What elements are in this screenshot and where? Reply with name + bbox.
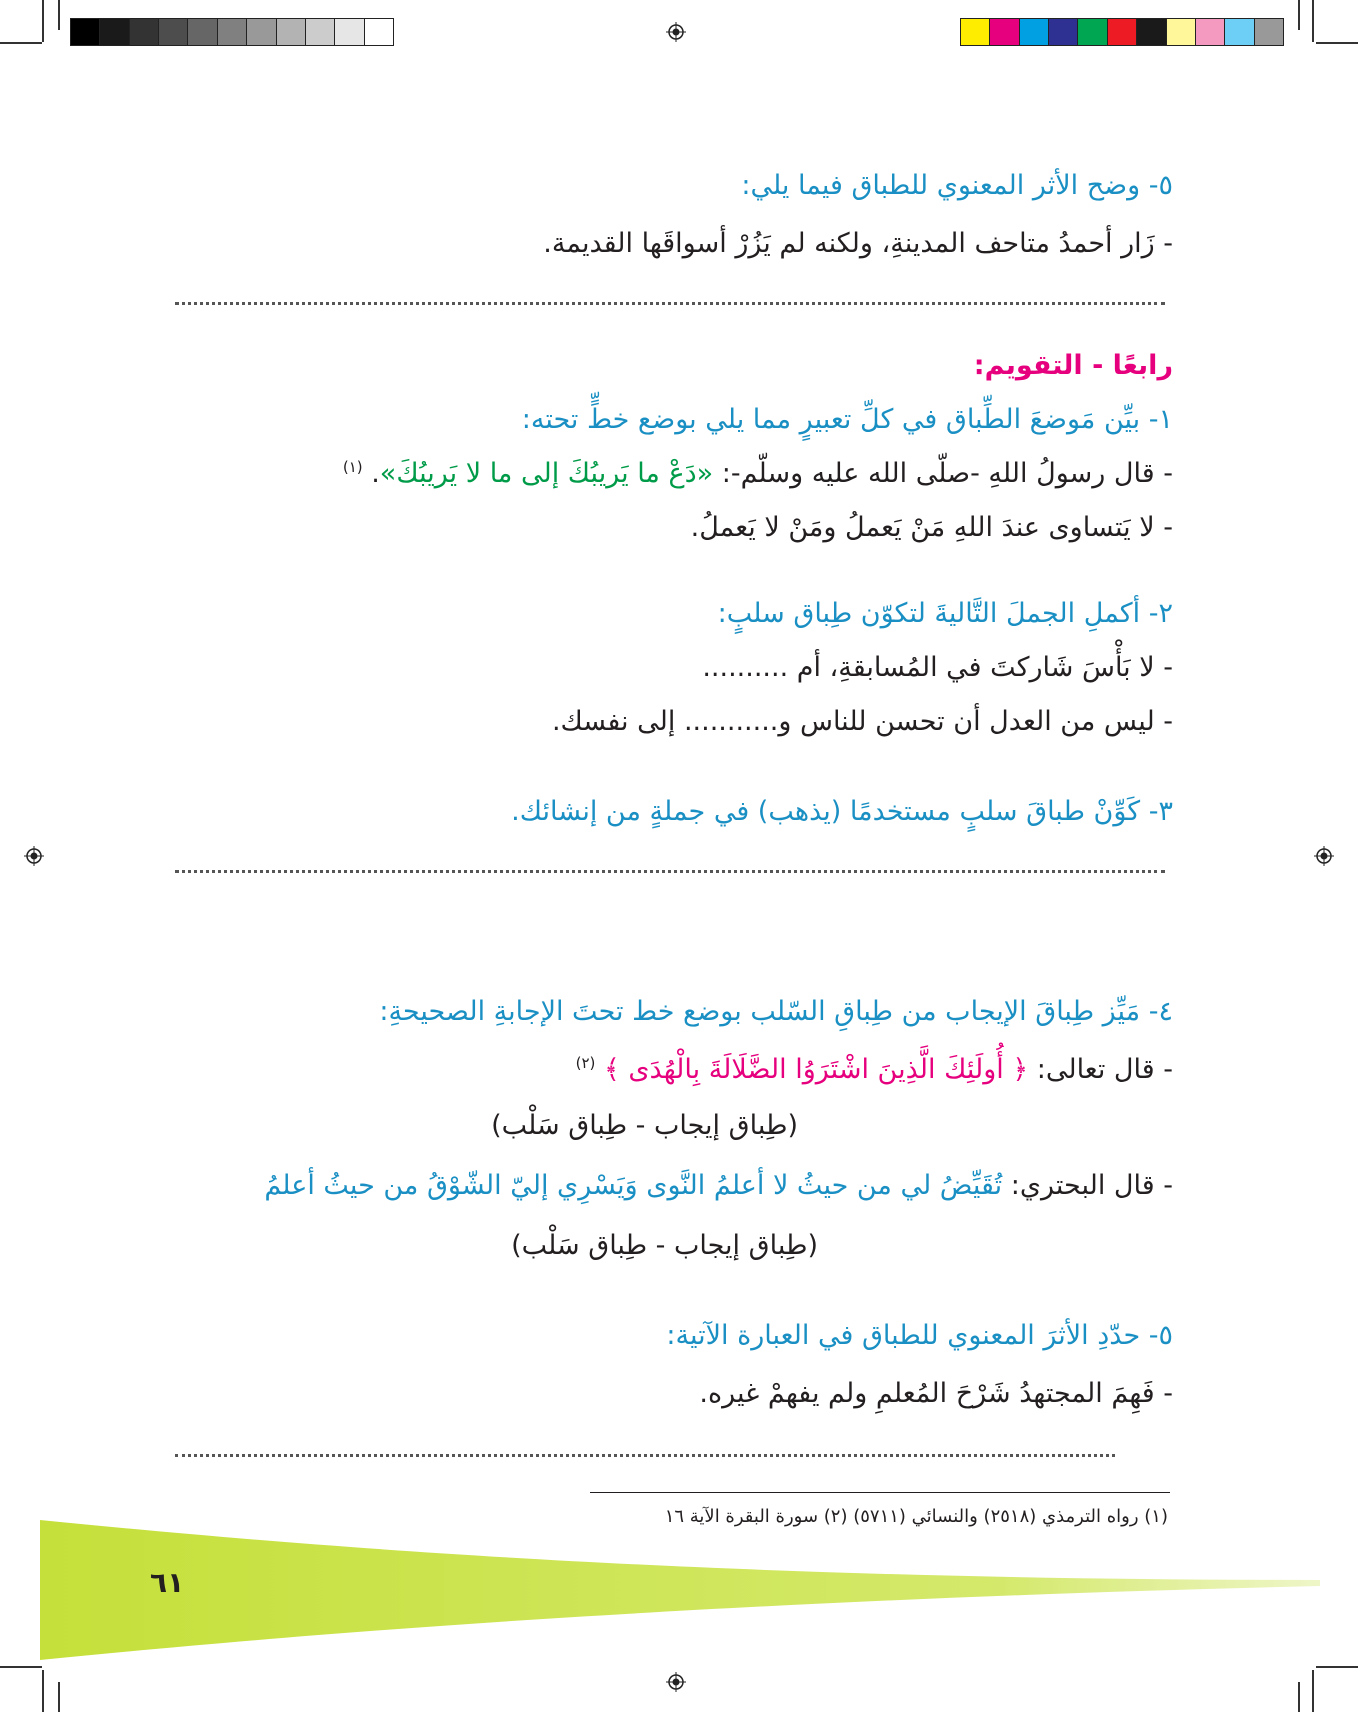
quran-verse: ﴿ أُولَئِكَ الَّذِينَ اشْتَرَوُا الضَّلَالَةَ بِالْهُدَى ﴾ — [604, 1054, 1029, 1085]
question-5-line: - فَهِمَ المجتهدُ شَرْحَ المُعلمِ ولم يفهمْ غيره. — [699, 1378, 1173, 1409]
grayscale-swatch-9 — [335, 19, 364, 45]
registration-mark-bottom-icon — [666, 1672, 686, 1692]
question-3-title: ٣- كَوِّنْ طباقَ سلبٍ مستخدمًا (يذهب) في جملةٍ من إنشائك. — [511, 796, 1173, 827]
footnotes: (١) رواه الترمذي (٢٥١٨) والنسائي (٥٧١١) (٢) سورة البقرة الآية ١٦ — [664, 1506, 1168, 1527]
answer-dotted-line-3 — [175, 1454, 1115, 1457]
process-swatch-6 — [1137, 19, 1166, 45]
grayscale-swatch-4 — [188, 19, 217, 45]
process-color-bar — [960, 18, 1284, 46]
crop-mark-top-left-v — [42, 0, 44, 42]
answer-dotted-line-1 — [175, 302, 1165, 305]
crop-mark-bottom-left-v — [42, 1670, 44, 1712]
crop-mark-bottom-right-v2 — [1298, 1682, 1300, 1712]
page-number: ٦١ — [150, 1566, 185, 1599]
poem-verse: تُقَيِّضُ لي من حيثُ لا أعلمُ النَّوى وَيَسْرِي إليّ الشّوْقُ من حيثُ أعلمُ — [264, 1170, 1003, 1201]
process-swatch-8 — [1196, 19, 1225, 45]
process-swatch-2 — [1020, 19, 1049, 45]
question-1-line-2: - لا يَتساوى عندَ اللهِ مَنْ يَعملُ ومَنْ لا يَعملُ. — [690, 512, 1173, 543]
question-2-line-2: - ليس من العدل أن تحسن للناس و........... إلى نفسك. — [551, 706, 1173, 737]
hadith-text: «دَعْ ما يَريبُكَ إلى ما لا يَريبُكَ» — [379, 458, 714, 489]
crop-mark-top-left-h — [0, 42, 42, 44]
crop-mark-bottom-left-v2 — [58, 1682, 60, 1712]
prev-question-5-line: - زَار أحمدُ متاحف المدينةِ، ولكنه لم يَزُرْ أسواقَها القديمة. — [543, 228, 1173, 259]
question-1-line-1 — [343, 458, 1173, 489]
grayscale-swatch-7 — [277, 19, 306, 45]
crop-mark-top-right-h — [1316, 42, 1358, 44]
question-4-poem-line — [264, 1170, 1173, 1201]
grayscale-swatch-8 — [306, 19, 335, 45]
footnote-ref-1: (١) — [342, 458, 363, 476]
grayscale-swatch-3 — [159, 19, 188, 45]
hadith-prefix: - قال رسولُ اللهِ -صلّى الله عليه وسلّم-: — [713, 458, 1173, 489]
quran-prefix: - قال تعالى: — [1028, 1054, 1173, 1085]
registration-mark-left-icon — [24, 846, 44, 866]
question-4-choice-2: (طِباق إيجاب - طِباق سَلْب) — [511, 1230, 818, 1261]
grayscale-swatch-2 — [130, 19, 159, 45]
grayscale-swatch-6 — [247, 19, 276, 45]
registration-mark-right-icon — [1314, 846, 1334, 866]
evaluation-heading: رابعًا - التقويم: — [973, 350, 1173, 381]
prev-question-5-title: ٥- وضح الأثر المعنوي للطباق فيما يلي: — [741, 170, 1173, 201]
question-4-title: ٤- مَيِّز طِباقَ الإيجاب من طِباقِ السّلب بوضع خط تحتَ الإجابةِ الصحيحةِ: — [379, 996, 1173, 1027]
hadith-suffix: . — [371, 458, 380, 489]
crop-mark-bottom-right-v — [1312, 1670, 1314, 1712]
process-swatch-3 — [1049, 19, 1078, 45]
question-2-line-1: - لا بَأْسَ شَاركتَ في المُسابقةِ، أم .......... — [702, 652, 1173, 683]
answer-dotted-line-2 — [175, 870, 1165, 873]
grayscale-swatch-0 — [71, 19, 100, 45]
registration-mark-top-icon — [666, 22, 686, 42]
crop-mark-bottom-left-h — [0, 1666, 42, 1668]
grayscale-swatch-1 — [100, 19, 129, 45]
process-swatch-1 — [990, 19, 1019, 45]
question-4-quran-line — [576, 1054, 1173, 1085]
crop-mark-top-right-v2 — [1298, 0, 1300, 30]
grayscale-swatch-5 — [218, 19, 247, 45]
grayscale-color-bar — [70, 18, 394, 46]
crop-mark-top-right-v — [1312, 0, 1314, 42]
process-swatch-7 — [1167, 19, 1196, 45]
footnote-ref-2: (٢) — [575, 1054, 596, 1072]
process-swatch-4 — [1078, 19, 1107, 45]
process-swatch-9 — [1225, 19, 1254, 45]
page-footer-band — [40, 1520, 1320, 1660]
question-4-choice-1: (طِباق إيجاب - طِباق سَلْب) — [491, 1110, 798, 1141]
poem-prefix: - قال البحتري: — [1002, 1170, 1173, 1201]
process-swatch-0 — [961, 19, 990, 45]
footnote-separator — [590, 1492, 1170, 1493]
question-1-title: ١- بيِّن مَوضعَ الطِّباق في كلِّ تعبيرٍ مما يلي بوضع خطٍّ تحته: — [521, 404, 1173, 435]
crop-mark-bottom-right-h — [1316, 1666, 1358, 1668]
question-2-title: ٢- أكملِ الجملَ التَّاليةَ لتكوّن طِباق سلبٍ: — [717, 598, 1173, 629]
question-5-title: ٥- حدّدِ الأثرَ المعنوي للطباق في العبارة الآتية: — [666, 1320, 1173, 1351]
process-swatch-10 — [1255, 19, 1283, 45]
grayscale-swatch-10 — [365, 19, 393, 45]
process-swatch-5 — [1108, 19, 1137, 45]
crop-mark-top-left-v2 — [58, 0, 60, 30]
